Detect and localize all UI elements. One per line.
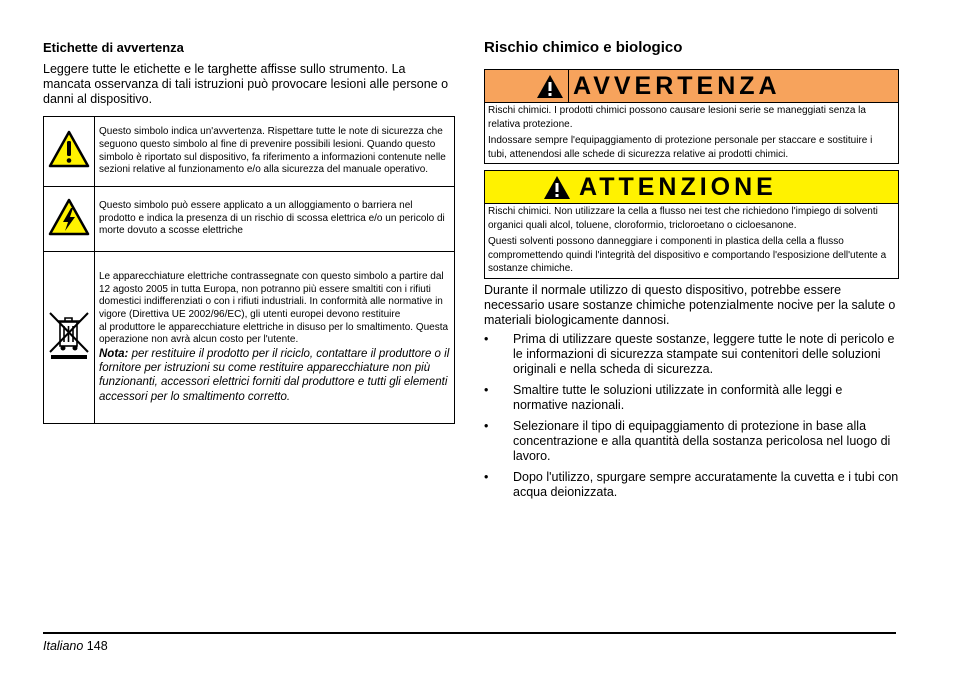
page-number: 148 (86, 639, 108, 653)
caution-banner (485, 171, 898, 203)
warning-body (485, 102, 898, 163)
bullet-marker: • (484, 383, 489, 397)
list-item-text: Smaltire tutte le soluzioni utilizzate in conformità alle leggi e normative nazionali. (513, 383, 843, 412)
caution-box (484, 170, 899, 279)
caution-text: Questi solventi possono danneggiare i componenti in plastica della cella a flusso compromettendo quindi l'integrità del dispositivo e comportando l'esposizione dell'utente a sostanze chimiche. (488, 236, 887, 274)
bullet-list (484, 332, 899, 506)
note-text: per restituire il prodotto per il riciclo, contattare il produttore o il fornitore per istruzioni su come restituire apparecchiature non più funzionanti, accessori elettrici forniti dal produttore e tutti gli elementi accessori per lo smaltimento corretto. (99, 347, 450, 403)
warning-triangle-icon (536, 74, 564, 99)
list-item-text: Selezionare il tipo di equipaggiamento di protezione in base alla concentrazione e alla quantità della sostanza pericolosa nel luogo di lavoro. (513, 419, 891, 463)
warning-triangle-icon (48, 130, 90, 168)
caution-title: ATTENZIONE (579, 172, 777, 201)
list-item (484, 419, 899, 464)
symbol-cell (44, 252, 95, 424)
symbol-cell (44, 187, 95, 252)
warning-triangle-icon (543, 175, 571, 200)
bullet-marker: • (484, 470, 489, 484)
symbols-table (43, 116, 455, 424)
electrical-hazard-icon (48, 198, 90, 236)
list-item-text: Prima di utilizzare queste sostanze, leggere tutte le note di pericolo e le informazioni di sicurezza stampate sui contenitori delle soluzioni originali e nella scheda di sicurezza. (513, 332, 895, 376)
list-item-text: Dopo l'utilizzo, spurgare sempre accuratamente la cuvetta e i tubi con acqua deionizzata. (513, 470, 899, 499)
weee-text-2: al produttore le apparecchiature elettriche in disuso per lo smaltimento. Questa operazione non avrà alcun costo per l'utente. (99, 321, 449, 346)
table-row (44, 117, 455, 187)
symbol-description: Questo simbolo indica un'avvertenza. Rispettare tutte le note di sicurezza che seguono questo simbolo al fine di prevenire possibili lesioni. Quando questo simbolo è riportato sul dispositivo, fa riferimento a informazioni contenute nelle sezioni relative al funzionamento e/o alla sicurezza del manuale operativo. (95, 117, 455, 187)
list-item (484, 332, 899, 377)
section-heading: Rischio chimico e biologico (484, 39, 683, 56)
weee-note (99, 347, 450, 404)
weee-text-1: Le apparecchiature elettriche contrassegnate con questo simbolo a partire dal 12 agosto 2005 in tutta Europa, non potranno più essere smaltiti con i rifiuti domestici indifferenziati o con i rifiuti industriali. In conformità alle normative in vigore (Direttiva UE 2002/96/EC), gli utenti europei devono restituire (99, 271, 444, 320)
warning-text: Rischi chimici. I prodotti chimici possono causare lesioni serie se maneggiati senza la relativa protezione. (488, 105, 866, 130)
footer-divider (43, 632, 896, 634)
note-label: Nota: (99, 347, 129, 360)
weee-crossed-bin-icon (46, 310, 92, 360)
caution-text: Rischi chimici. Non utilizzare la cella a flusso nei test che richiedono l'impiego di solventi organici quali alcol, toluene, cloroformio, tricloroetano o cicloesanone. (488, 206, 878, 231)
warning-title: AVVERTENZA (573, 71, 781, 100)
footer-language: Italiano (43, 639, 84, 653)
intro-paragraph: Leggere tutte le etichette e le targhette affisse sullo strumento. La mancata osservanza di tali istruzioni può provocare lesioni alle persone o danni al dispositivo. (43, 62, 449, 106)
warning-box (484, 69, 899, 164)
bullet-marker: • (484, 419, 489, 433)
table-row (44, 187, 455, 252)
caution-body (485, 203, 898, 278)
list-item (484, 470, 899, 500)
bullet-marker: • (484, 332, 489, 346)
warning-text: Indossare sempre l'equipaggiamento di protezione personale per staccare e sostituire i tubi, attenendosi alle schede di sicurezza relative ai prodotti chimici. (488, 135, 873, 160)
list-item (484, 383, 899, 413)
symbol-description: Questo simbolo può essere applicato a un alloggiamento o barriera nel prodotto e indica la presenza di un rischio di scossa elettrica e/o un pericolo di morte dovuto a scosse elettriche (95, 187, 455, 252)
section-heading: Etichette di avvertenza (43, 40, 184, 55)
symbol-description (95, 252, 455, 424)
banner-icon-cell (485, 70, 569, 102)
banner-icon-cell (485, 171, 575, 203)
table-row (44, 252, 455, 424)
warning-banner (485, 70, 898, 102)
symbol-cell (44, 117, 95, 187)
page-footer (43, 639, 108, 653)
intro-paragraph: Durante il normale utilizzo di questo dispositivo, potrebbe essere necessario usare sostanze chimiche potenzialmente nocive per la salute o materiali biologicamente dannosi. (484, 283, 896, 327)
